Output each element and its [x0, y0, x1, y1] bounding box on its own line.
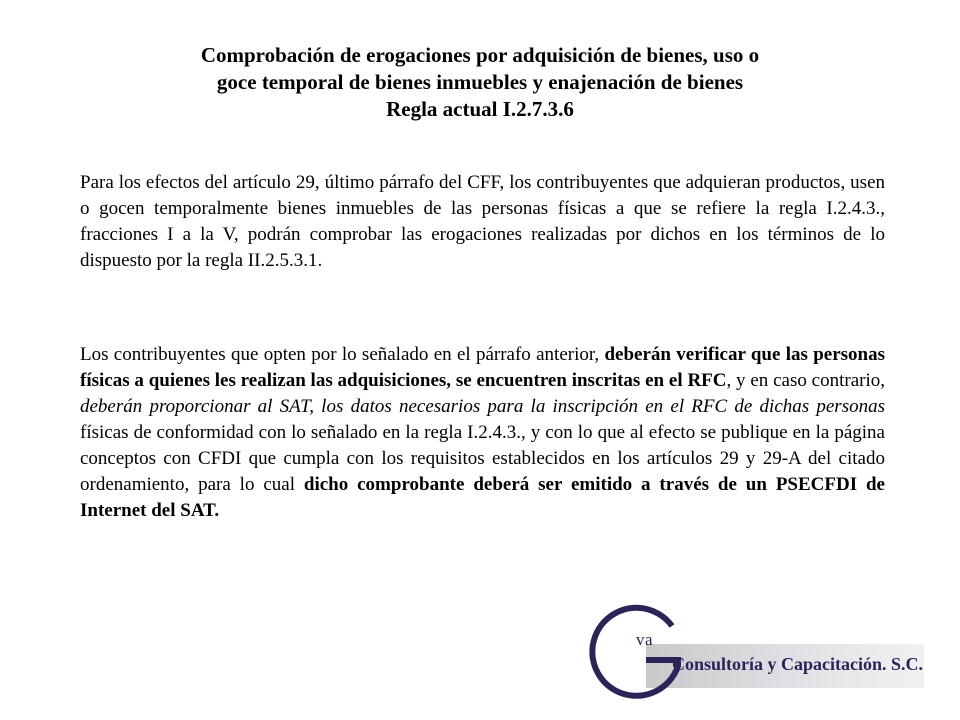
paragraph-1: Para los efectos del artículo 29, último párrafo del CFF, los contribuyentes que adquieran productos, usen o gocen temporalmente bienes inmuebles de las personas físicas a que se refiere la regla I.2.4.3., fracciones I a la V, podrán comprobar las erogaciones realizadas por dichos en los términos de lo dispuesto por la regla II.2.5.3.1.	[80, 172, 885, 271]
paragraph-2-bold-1: deberán verificar que las personas físicas a quienes les realizan las adquisiciones, se encuentren inscritas en el RFC	[80, 344, 885, 391]
title-line-3: Regla actual I.2.7.3.6	[386, 97, 574, 121]
logo-company-name: Consultoría y Capacitación. S.C.	[672, 654, 924, 674]
paragraph-2-text-3: físicas de conformidad con lo señalado en la regla I.2.4.3., y con lo que al efecto se publique en la página conceptos con CFDI que cumpla con los requisitos establecidos en los artículos 29 y 29-A del citado ordenamiento, para lo cual	[80, 422, 885, 495]
paragraph-2	[80, 342, 885, 524]
document-title	[80, 42, 880, 123]
paragraph-2-italic: deberán proporcionar al SAT, los datos necesarios para la inscripción en el RFC de dichas personas	[80, 396, 885, 417]
logo-mark-letters: va	[636, 630, 654, 649]
paragraph-2-text-2: , y en caso contrario,	[726, 370, 885, 391]
paragraph-2-text-1: Los contribuyentes que opten por lo señalado en el párrafo anterior,	[80, 344, 605, 365]
title-line-2: goce temporal de bienes inmuebles y enajenación de bienes	[216, 70, 744, 94]
paragraph-2-bold-2: dicho comprobante deberá ser emitido a través de un PSECFDI de Internet del SAT.	[80, 474, 885, 521]
title-line-1: Comprobación de erogaciones por adquisición de bienes, uso o	[200, 43, 760, 67]
company-logo	[586, 604, 926, 712]
